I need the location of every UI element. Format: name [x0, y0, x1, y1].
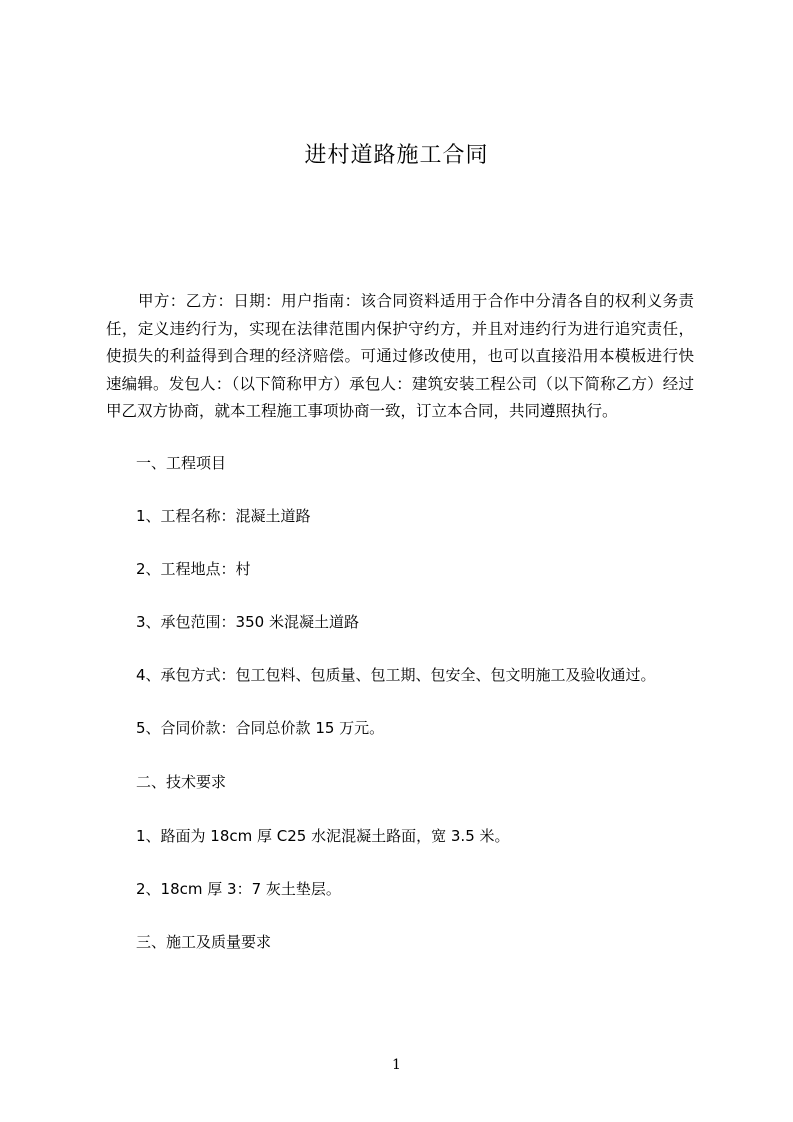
section-heading-project: 一、工程项目 [136, 454, 227, 472]
item-project-location: 2、工程地点：村 [136, 560, 251, 578]
item-contract-scope: 3、承包范围：350 米混凝土道路 [136, 613, 359, 631]
item-contract-method: 4、承包方式：包工包料、包质量、包工期、包安全、包文明施工及验收通过。 [136, 666, 656, 684]
item-road-surface: 1、路面为 18cm 厚 C25 水泥混凝土路面，宽 3.5 米。 [136, 827, 510, 845]
intro-paragraph: 甲方：乙方：日期：用户指南：该合同资料适用于合作中分清各自的权利义务责任，定义违约行为，实现在法律范围内保护守约方，并且对违约行为进行追究责任，使损失的利益得到合理的经济赔偿。可通过修改使用，也可以直接沿用本模板进行快速编辑。发包人：（以下简称甲方）承包人：建筑安装工程公司（以下简称乙方）经过甲乙双方协商，就本工程施工事项协商一致，订立本合同，共同遵照执行。 [106, 292, 694, 420]
page-number: 1 [392, 1057, 401, 1073]
document-title: 进村道路施工合同 [304, 143, 489, 168]
item-base-layer: 2、18cm 厚 3：7 灰土垫层。 [136, 880, 341, 898]
item-project-name: 1、工程名称：混凝土道路 [136, 507, 311, 525]
section-heading-technical: 二、技术要求 [136, 773, 227, 791]
item-contract-price: 5、合同价款：合同总价款 15 万元。 [136, 719, 385, 737]
section-heading-quality: 三、施工及质量要求 [136, 933, 272, 951]
